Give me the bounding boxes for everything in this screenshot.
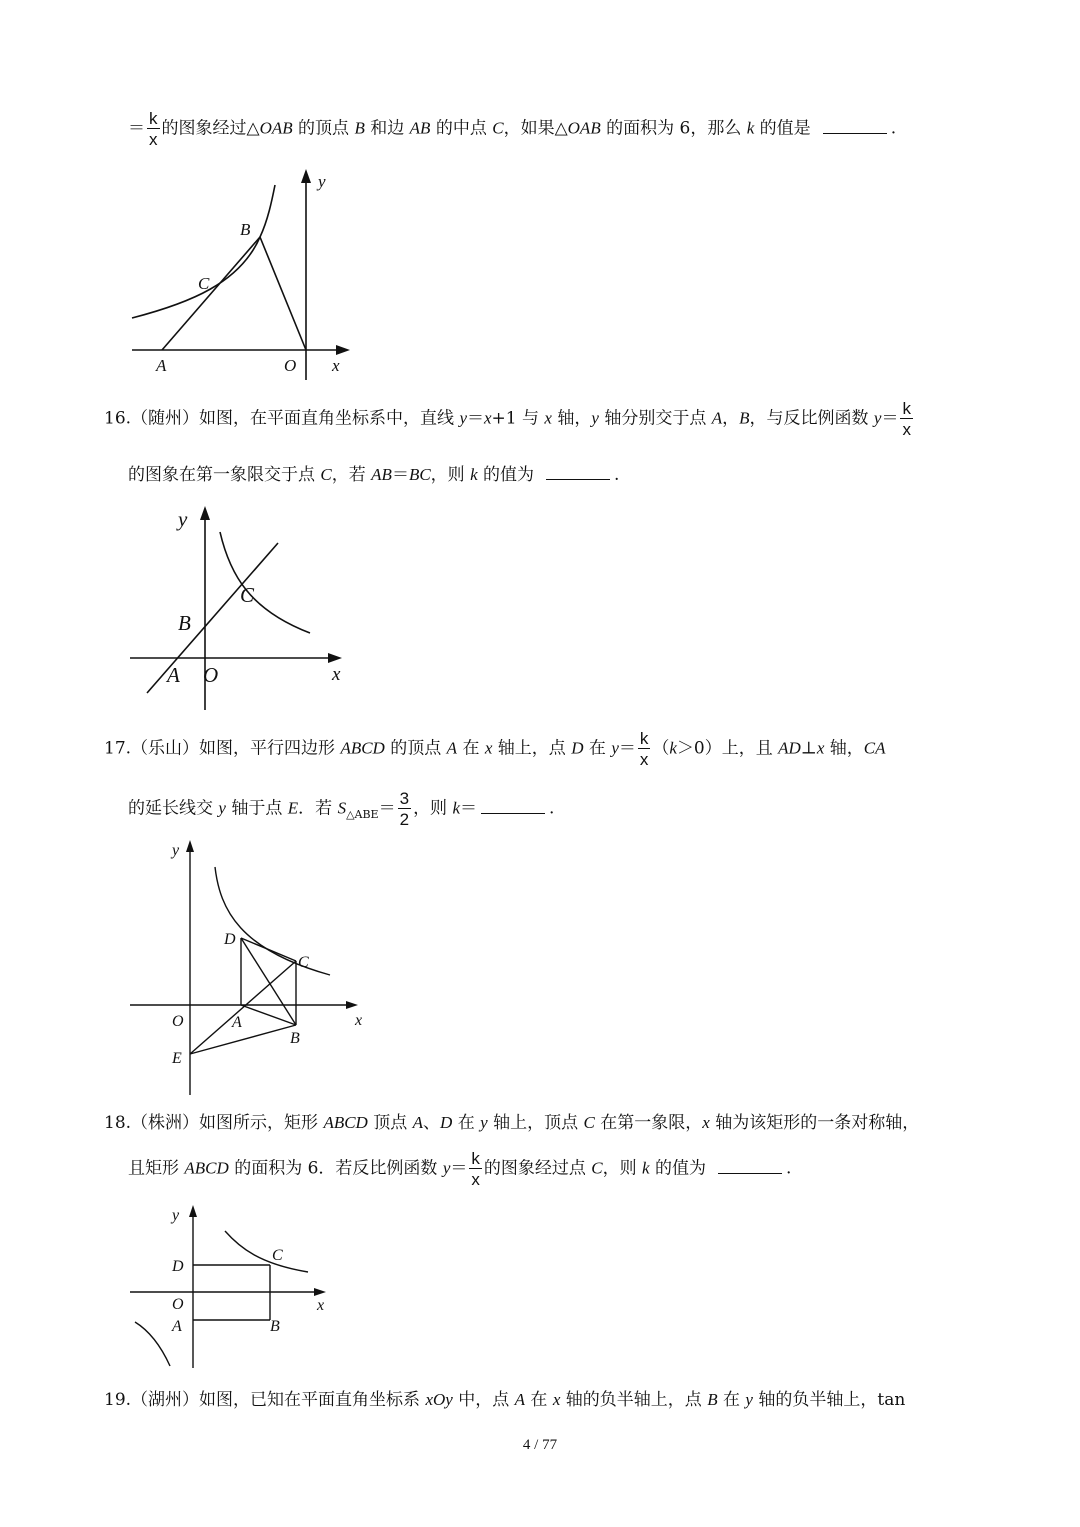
label-b: B [178,611,191,635]
label-a: A [172,1318,182,1335]
fraction-k-over-x: $\frac{k}{x}$ [471,1149,480,1189]
label-d: D [224,931,236,948]
fraction-k-over-x: $\frac{k}{x}$ [639,729,649,769]
segment-ab [241,1005,296,1025]
label-a: A [232,1014,242,1031]
x-arrow [328,653,342,663]
label-y: y [172,842,180,859]
label-o: O [284,356,297,375]
q15-text-line: ＝ $\frac{k}{x}$ 的图象经过△OAB 的顶点 B 和边 AB 的中点 C，如果△OAB 的面积为 6，那么 k 的值是 . [128,109,897,149]
segment-bo [260,237,306,350]
segment-ab [162,237,260,350]
x-arrow [346,1001,358,1009]
label-o: O [172,1296,184,1313]
hyperbola-branch-1 [225,1231,308,1272]
label-b: B [270,1318,280,1335]
q18-text-line-2: 且矩形 ABCD 的面积为 6．若反比例函数 y＝ $\frac{k}{x}$ 的图象经过点 C，则 k 的值为 . [128,1149,792,1189]
label-o: O [172,1013,184,1030]
q16-text-line-2: 的图象在第一象限交于点 C，若 AB＝BC，则 k 的值为 . [128,465,620,485]
q15-figure [120,165,360,385]
label-y: y [318,172,326,191]
label-b: B [290,1030,300,1047]
label-c: C [298,954,309,971]
segment-dc [241,938,296,961]
q18-text-line-1: 18.（株洲）如图所示，矩形 ABCD 顶点 A、D 在 y 轴上，顶点 C 在第一象限，x 轴为该矩形的一条对称轴， [104,1113,920,1133]
answer-blank[interactable] [481,799,545,814]
label-a: A [167,663,180,687]
segment-db [241,938,296,1025]
label-c: C [272,1247,283,1264]
q17-text-line-2: 的延长线交 y 轴于点 E．若 $S_{\triangle ABE}=$ $\frac{3}{2}$ ，则 k＝ . [128,789,555,829]
x-arrow [314,1288,326,1296]
label-a: A [156,356,167,375]
answer-blank[interactable] [718,1159,782,1174]
label-o: O [203,663,219,687]
y-arrow [186,840,194,852]
fraction-k-over-x: $\frac{k}{x}$ [902,399,911,439]
hyperbola-branch-2 [135,1322,170,1366]
q16-figure [120,500,360,715]
page-number: 4 / 77 [522,1437,558,1453]
label-c: C [198,274,210,293]
label-x: x [317,1297,325,1314]
label-d: D [172,1258,184,1275]
label-x: x [355,1012,363,1029]
hyperbola-curve [220,532,310,633]
q17-figure [120,835,380,1100]
q16-text-line-1: 16.（随州）如图，在平面直角坐标系中，直线 y＝x+1 与 x 轴，y 轴分别交于点 A，B，与反比例函数 y＝ $\frac{k}{x}$ [104,399,911,439]
answer-blank[interactable] [823,119,887,134]
hyperbola-curve [132,185,275,318]
label-y: y [172,1207,180,1224]
q19-text-line-1: 19.（湖州）如图，已知在平面直角坐标系 xOy 中，点 A 在 x 轴的负半轴上，点 B 在 y 轴的负半轴上，tan [104,1390,906,1410]
q18-figure [120,1198,350,1378]
fraction-3-over-2: $\frac{3}{2}$ [399,789,410,829]
label-y: y [178,507,188,531]
label-x: x [332,356,340,375]
label-c: C [240,583,255,607]
label-x: x [332,664,341,685]
q17-text-line-1: 17.（乐山）如图，平行四边形 ABCD 的顶点 A 在 x 轴上，点 D 在 y＝ $\frac{k}{x}$ （k＞0）上，且 AD⊥x 轴，CA [104,729,886,769]
label-b: B [240,220,251,239]
x-arrow [336,345,350,355]
answer-blank[interactable] [546,465,610,480]
y-arrow [200,506,210,520]
label-e: E [172,1050,182,1067]
hyperbola-curve [215,867,330,975]
fraction-k-over-x: $\frac{k}{x}$ [149,109,158,149]
y-arrow [301,169,311,183]
y-arrow [189,1205,197,1217]
